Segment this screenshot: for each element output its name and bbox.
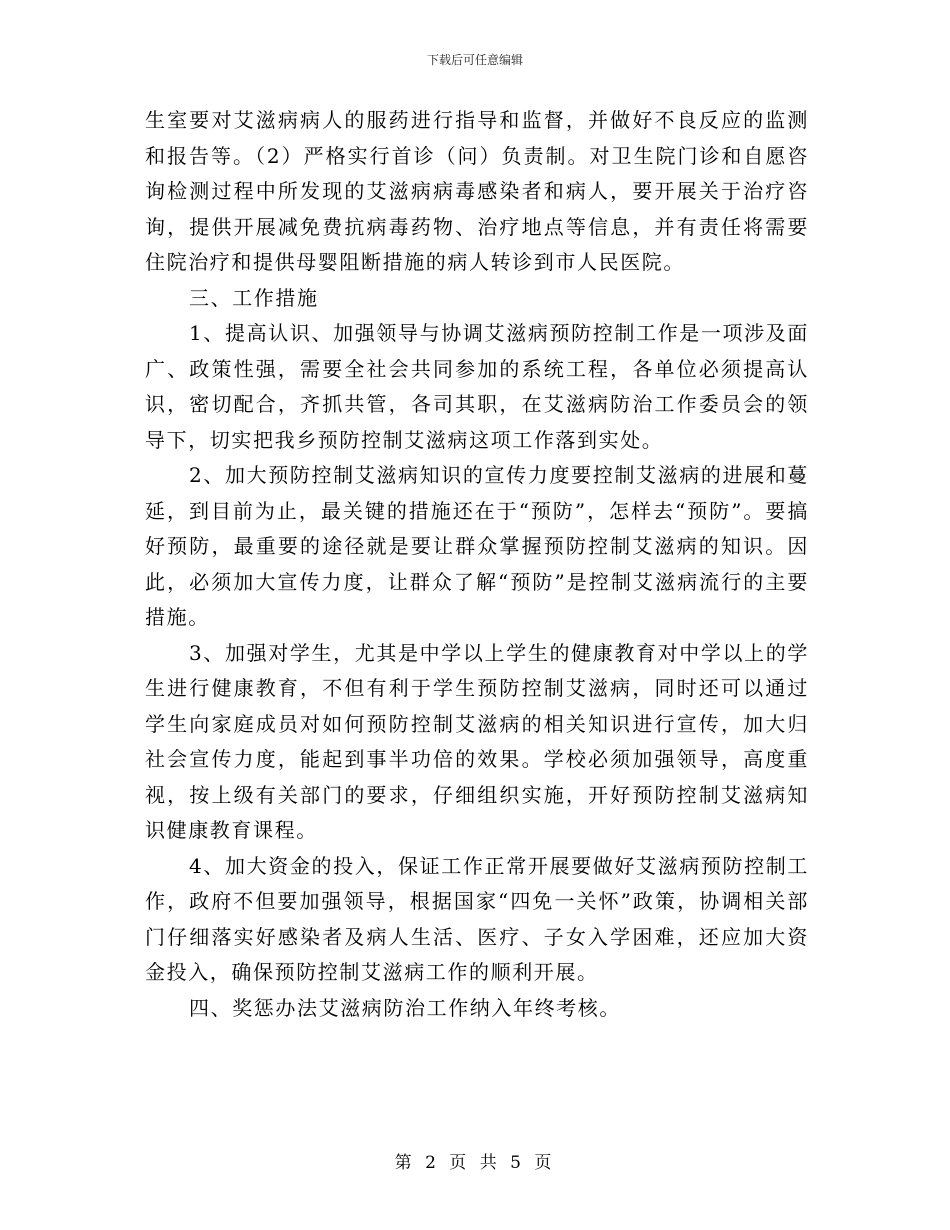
paragraph-measure-3: 3、加强对学生，尤其是中学以上学生的健康教育对中学以上的学生进行健康教育，不但有利于学生预防控制艾滋病，同时还可以通过学生向家庭成员对如何预防控制艾滋病的相关知识进行宣传，加大归社会宣传力度，能起到事半功倍的效果。学校必须加强领导，高度重视，按上级有关部门的要求，仔细组织实施，开好预防控制艾滋病知识健康教育课程。 [145,640,809,842]
section-heading-measures: 三、工作措施 [189,285,319,310]
paragraph-measure-2: 2、加大预防控制艾滋病知识的宣传力度要控制艾滋病的进展和蔓延，到目前为止，最关键的措施还在于“预防”，怎样去“预防”。要搞好预防，最重要的途径就是要让群众掌握预防控制艾滋病的知识。因此，必须加大宣传力度，让群众了解“预防”是控制艾滋病流行的主要措施。 [145,463,809,629]
page-header: 下载后可任意编辑 [426,53,523,67]
page-footer: 第 2 页 共 5 页 [394,1153,556,1173]
paragraph-measure-1: 1、提高认识、加强领导与协调艾滋病预防控制工作是一项涉及面广、政策性强，需要全社会共同参加的系统工程，各单位必须提高认识，密切配合，齐抓共管，各司其职，在艾滋病防治工作委员会的领导下，切实把我乡预防控制艾滋病这项工作落到实处。 [145,321,809,452]
section-heading-rewards: 四、奖惩办法艾滋病防治工作纳入年终考核。 [189,995,621,1020]
paragraph-measure-4: 4、加大资金的投入，保证工作正常开展要做好艾滋病预防控制工作，政府不但要加强领导，根据国家“四免一关怀”政策，协调相关部门仔细落实好感染者及病人生活、医疗、子女入学困难，还应加大资金投入，确保预防控制艾滋病工作的顺利开展。 [145,853,809,984]
paragraph-continuation: 生室要对艾滋病病人的服药进行指导和监督，并做好不良反应的监测和报告等。（2）严格实行首诊（问）负责制。对卫生院门诊和自愿咨询检测过程中所发现的艾滋病病毒感染者和病人，要开展关于治疗咨询，提供开展减免费抗病毒药物、治疗地点等信息，并有责任将需要住院治疗和提供母婴阻断措施的病人转诊到市人民医院。 [145,108,809,274]
document-body [145,103,809,1026]
